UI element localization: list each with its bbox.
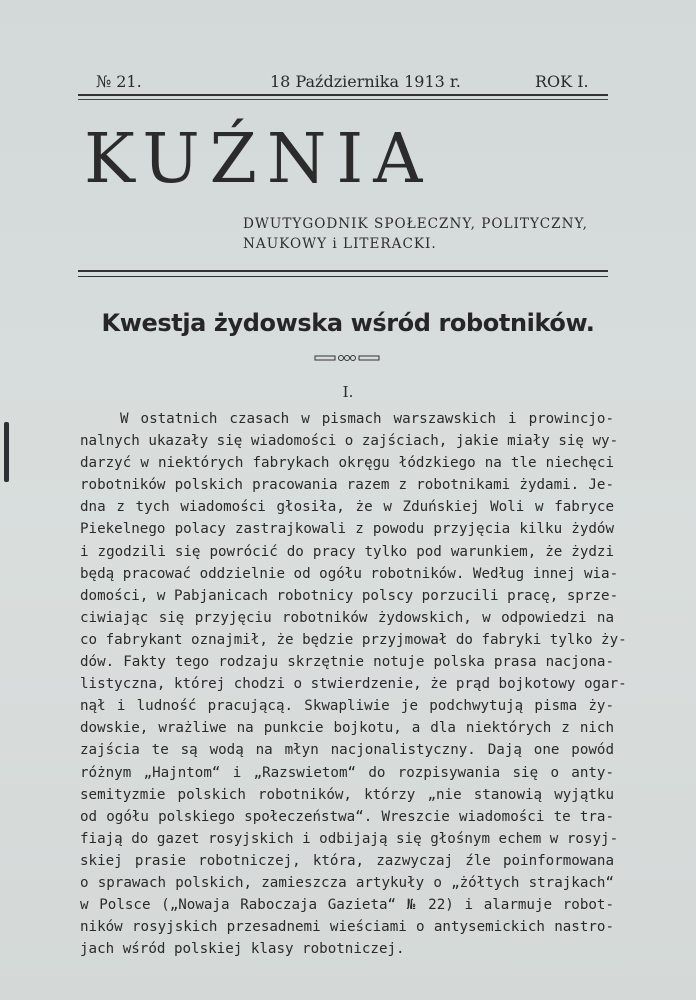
subtitle-line-1: DWUTYGODNIK SPOŁECZNY, POLITYCZNY, — [243, 216, 589, 232]
body-line: dowskie, wrażliwe na punkcie bojkotu, a dla niektórych z nich — [80, 720, 614, 737]
article-body — [80, 408, 627, 960]
section-number: I. — [342, 383, 354, 401]
body-line: ciwiając się przyjęciu robotników żydowskich, w odpowiedzi na — [80, 609, 614, 626]
body-line: fiają do gazet rosyjskich i odbijają się głośnym echem w rosyj- — [80, 830, 619, 847]
body-line: jach wśród polskiej klasy robotniczej. — [80, 941, 405, 958]
body-line: ników rosyjskich przesadnemi wieściami o antysemickich nastro- — [80, 919, 614, 936]
body-line: co fabrykant oznajmił, że będzie przyjmował do fabryki tylko ży- — [80, 631, 627, 648]
issue-date: 18 Października 1913 r. — [270, 72, 461, 91]
body-line: nął i ludność pracującą. Skwapliwie je podchwytują pisma ży- — [80, 698, 614, 715]
body-line: od ogółu polskiego społeczeństwa“. Wreszcie wiadomości te tra- — [80, 808, 614, 825]
body-line: różnym „Hajntom“ i „Razswietom“ do rozpisywania się o anty- — [80, 764, 614, 781]
journal-subtitle — [243, 214, 643, 254]
body-line: skiej prasie robotniczej, która, zazwyczaj źle poinformowana — [80, 852, 614, 869]
divider-rule-thin — [78, 276, 608, 277]
binding-mark — [4, 422, 9, 482]
ornament-divider-icon — [314, 353, 380, 363]
body-line: domości, w Pabjanicach robotnicy polscy porzucili pracę, sprze- — [80, 587, 619, 604]
body-line: o sprawach polskich, zamieszcza artykuły o „żółtych strajkach“ — [80, 874, 614, 891]
body-line: listyczna, której chodzi o stwierdzenie, że prąd bojkotowy ogar- — [80, 676, 627, 693]
body-line: robotników polskich pracowania razem z robotnikami żydami. Je- — [80, 477, 614, 494]
body-line: nalnych ukazały się wiadomości o zajściach, jakie miały się wy- — [80, 433, 619, 450]
body-line: i zgodzili się powrócić do pracy tylko pod warunkiem, że żydzi — [80, 543, 614, 560]
subtitle-line-2: NAUKOWY i LITERACKI. — [243, 236, 437, 252]
body-line: semityzmie polskich robotników, którzy „nie stanowią wyjątku — [80, 786, 614, 803]
body-line: dów. Fakty tego rodzaju skrzętnie notuje polska prasa nacjona- — [80, 654, 614, 671]
issue-number: № 21. — [96, 72, 142, 91]
body-line: będą pracować oddzielnie od ogółu robotników. Według innej wia- — [80, 565, 619, 582]
top-rule-thin — [78, 99, 608, 100]
body-line: Piekelnego polacy zastrajkowali z powodu przyjęcia kilku żydów — [80, 521, 614, 538]
divider-rule — [78, 270, 608, 272]
journal-title: KUŹNIA — [84, 120, 433, 199]
body-line: zajścia te są wodą na młyn nacjonalistyczny. Dają one powód — [80, 742, 614, 759]
body-line: W ostatnich czasach w pismach warszawskich i prowincjo- — [120, 411, 614, 427]
article-title: Kwestja żydowska wśród robotników. — [101, 309, 595, 337]
issue-year: ROK I. — [535, 72, 589, 91]
body-line: dna z tych wiadomości głosiła, że w Zduńskiej Woli w fabryce — [80, 499, 614, 516]
masthead — [0, 72, 696, 92]
top-rule — [78, 94, 608, 96]
body-line: darzyć w niektórych fabrykach okręgu łódzkiego na tle niechęci — [80, 455, 614, 472]
body-line: w Polsce („Nowaja Raboczaja Gazieta“ № 22) i alarmuje robot- — [80, 897, 614, 914]
